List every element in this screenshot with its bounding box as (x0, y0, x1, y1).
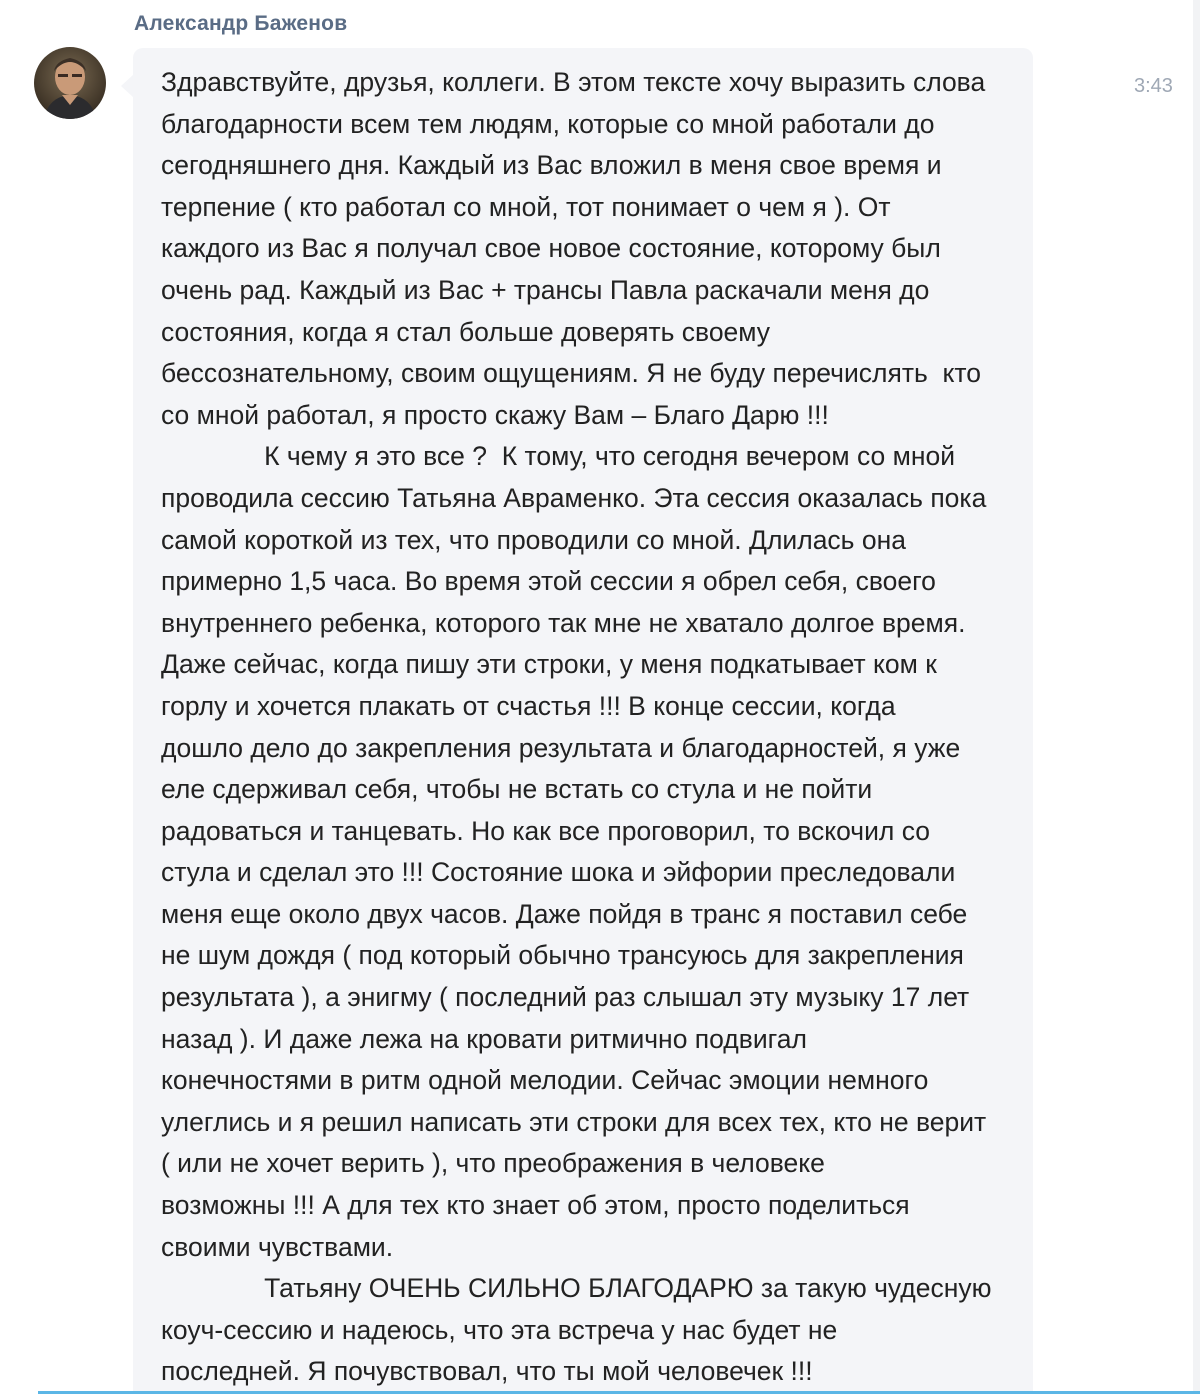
message-line: радоваться и танцевать. Но как все проговорил, то вскочил со (161, 815, 930, 846)
message-line: каждого из Вас я получал свое новое состояние, которому был (161, 233, 941, 264)
sender-name[interactable]: Александр Баженов (134, 12, 348, 35)
message-line: Здравствуйте, друзья, коллеги. В этом тексте хочу выразить слова (161, 67, 986, 97)
scrollbar-track[interactable] (1193, 0, 1200, 1394)
message-time[interactable]: 3:43 (1134, 75, 1173, 97)
message-line: назад ). И даже лежа на кровати ритмично подвигал (161, 1023, 807, 1054)
message-line: сегодняшнего дня. Каждый из Вас вложил в меня свое время и (161, 150, 942, 181)
message-line: очень рад. Каждый из Вас + трансы Павла раскачали меня до (161, 274, 930, 305)
message-line: конечностями в ритм одной мелодии. Сейчас эмоции немного (161, 1065, 929, 1096)
message-line: возможны !!! А для тех кто знает об этом, просто поделиться (161, 1190, 910, 1221)
message-line: дошло дело до закрепления результата и благодарностей, я уже (161, 732, 961, 763)
message-line: Даже сейчас, когда пишу эти строки, у меня подкатывает ком к (161, 649, 937, 680)
message-line: коуч-сессию и надеюсь, что эта встреча у нас будет не (161, 1314, 838, 1345)
message-line: последней. Я почувствовал, что ты мой человечек !!! (161, 1356, 813, 1387)
message-line: своими чувствами. (161, 1231, 394, 1262)
message-line: благодарности всем тем людям, которые со мной работали до (161, 108, 935, 139)
message-line: состояния, когда я стал больше доверять своему (161, 316, 771, 347)
message-line: бессознательному, своим ощущениям. Я не буду перечислять кто (161, 358, 981, 389)
message-line: горлу и хочется плакать от счастья !!! В конце сессии, когда (161, 690, 896, 721)
message-line: еле сдерживал себя, чтобы не встать со стула и не пойти (161, 774, 873, 805)
avatar[interactable] (34, 47, 106, 119)
message-line: терпение ( кто работал со мной, тот понимает о чем я ). От (161, 191, 891, 222)
message-text (161, 62, 1021, 1393)
message-line: проводила сессию Татьяна Авраменко. Эта сессия оказалась пока (161, 482, 987, 513)
message-line: результата ), а энигму ( последний раз слышал эту музыку 17 лет (161, 982, 970, 1013)
message-line: стула и сделал это !!! Состояние шока и эйфории преследовали (161, 857, 956, 888)
user-avatar-photo-icon (34, 47, 106, 119)
message-line: примерно 1,5 часа. Во время этой сессии я обрел себя, своего (161, 566, 936, 597)
message-line: меня еще около двух часов. Даже пойдя в транс я поставил себе (161, 898, 968, 929)
message-line: улеглись и я решил написать эти строки для всех тех, кто не верит (161, 1106, 987, 1137)
message-line: самой короткой из тех, что проводили со мной. Длилась она (161, 524, 906, 555)
message-line: Татьяну ОЧЕНЬ СИЛЬНО БЛАГОДАРЮ за такую чудесную (161, 1273, 992, 1304)
message-line: внутреннего ребенка, которого так мне не хватало долгое время. (161, 607, 966, 638)
message-line: К чему я это все ? К тому, что сегодня вечером со мной (161, 441, 956, 472)
message-line: не шум дождя ( под который обычно трансуюсь для закрепления (161, 940, 964, 971)
message-line: со мной работал, я просто скажу Вам – Благо Дарю !!! (161, 399, 829, 430)
message-line: ( или не хочет верить ), что преображения в человеке (161, 1148, 825, 1179)
